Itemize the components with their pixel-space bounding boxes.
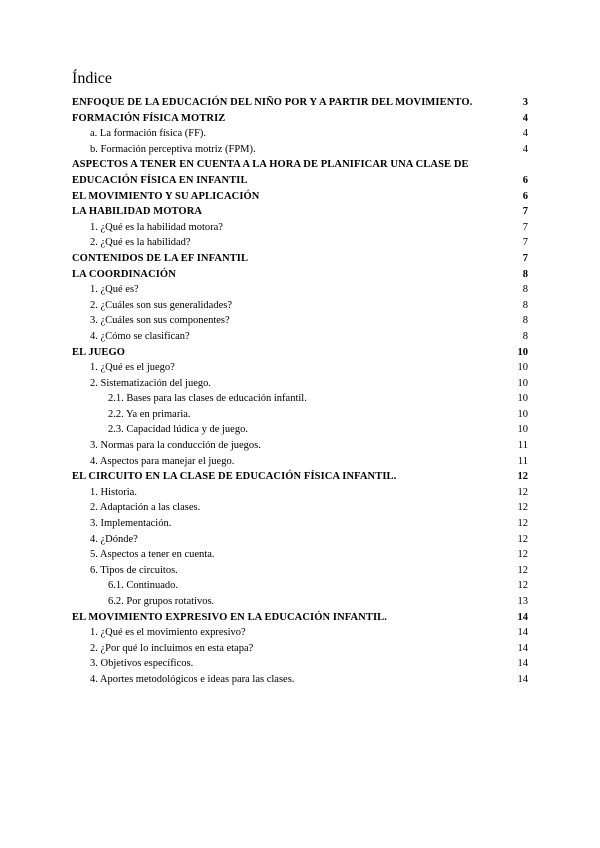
toc-entry[interactable]: [72, 672, 528, 688]
toc-entry-page-number: 12: [517, 580, 528, 592]
toc-entry-label: 2.1. Bases para las clases de educación infantil.: [108, 393, 307, 405]
toc-entry-label: 6.1. Continuado.: [108, 580, 178, 592]
toc-entry-page-number: 10: [517, 424, 528, 436]
toc-entry-page-number: 10: [517, 362, 528, 374]
toc-entry-page-number: 14: [517, 627, 528, 639]
toc-entry[interactable]: [72, 516, 528, 532]
toc-entry-label: 3. ¿Cuáles son sus componentes?: [90, 315, 230, 327]
toc-entry-page-number: 12: [517, 502, 528, 514]
toc-entry[interactable]: [72, 594, 528, 610]
toc-entry[interactable]: [72, 111, 528, 127]
toc-entry[interactable]: [72, 656, 528, 672]
toc-entry-label: 2. Adaptación a las clases.: [90, 502, 201, 514]
toc-entry[interactable]: [72, 95, 528, 111]
toc-entry-label: 1. ¿Qué es el juego?: [90, 362, 175, 374]
toc-entry-page-number: 10: [517, 393, 528, 405]
toc-entry-page-number: 3: [522, 97, 528, 108]
toc-entry-page-number: 12: [517, 486, 528, 498]
toc-entry-label: 2. Sistematización del juego.: [90, 377, 212, 389]
toc-entry-page-number: 7: [522, 252, 528, 264]
toc-entry-page-number: 6: [522, 174, 528, 186]
toc-entry-label: ASPECTOS A TENER EN CUENTA A LA HORA DE PLANIFICAR UNA CLASE DE EDUCACIÓN FÍSICA EN INFANTIL: [72, 159, 469, 186]
toc-entry-page-number: 13: [517, 596, 528, 607]
toc-entry-page-number: 4: [522, 143, 528, 155]
toc-entry[interactable]: [72, 563, 528, 579]
toc-entry-page-number: 10: [517, 377, 528, 389]
toc-entry-page-number: 10: [517, 408, 528, 420]
toc-entry[interactable]: [72, 298, 528, 314]
toc-entry-label: 4. Aspectos para manejar el juego.: [90, 455, 235, 467]
toc-entry-label: 4. ¿Cómo se clasifican?: [90, 330, 190, 342]
toc-entry[interactable]: [72, 532, 528, 548]
toc-entry-label: 4. ¿Dónde?: [90, 533, 138, 545]
toc-entry-label: 5. Aspectos a tener en cuenta.: [90, 549, 215, 561]
toc-entry-label: EL JUEGO: [72, 346, 126, 358]
toc-entry-label: 1. ¿Qué es el movimiento expresivo?: [90, 627, 246, 639]
toc-entry-label: a. La formación física (FF).: [90, 128, 207, 140]
toc-entry[interactable]: [72, 407, 528, 423]
toc-entry-label: EL MOVIMIENTO EXPRESIVO EN LA EDUCACIÓN INFANTIL.: [72, 611, 387, 623]
toc-list: [72, 95, 528, 688]
toc-entry[interactable]: [72, 641, 528, 657]
toc-entry-page-number: 12: [517, 533, 528, 545]
toc-entry-label: 2.3. Capacidad lúdica y de juego.: [108, 424, 248, 436]
toc-title: Índice: [72, 70, 112, 87]
toc-entry[interactable]: [72, 578, 528, 594]
toc-entry[interactable]: [72, 329, 528, 345]
toc-entry-label: 2. ¿Qué es la habilidad?: [90, 237, 191, 249]
toc-entry[interactable]: [72, 376, 528, 392]
toc-entry-page-number: 14: [517, 611, 528, 623]
toc-entry-label: 1. ¿Qué es la habilidad motora?: [90, 221, 223, 233]
toc-entry[interactable]: [72, 204, 528, 220]
toc-entry-label: EL CIRCUITO EN LA CLASE DE EDUCACIÓN FÍSICA INFANTIL.: [72, 471, 397, 483]
toc-entry[interactable]: [72, 313, 528, 329]
toc-entry[interactable]: [72, 438, 528, 454]
toc-entry-label: ENFOQUE DE LA EDUCACIÓN DEL NIÑO POR Y A PARTIR DEL MOVIMIENTO.: [72, 97, 473, 108]
toc-entry[interactable]: [72, 282, 528, 298]
toc-entry-page-number: 6: [522, 190, 528, 202]
toc-entry-label: 4. Aportes metodológicos e ideas para las clases.: [90, 673, 295, 685]
toc-entry[interactable]: [72, 142, 528, 158]
toc-entry-label: EL MOVIMIENTO Y SU APLICACIÓN: [72, 190, 260, 202]
toc-entry-page-number: 8: [522, 284, 528, 296]
toc-entry[interactable]: [72, 345, 528, 361]
toc-entry-label: 2. ¿Cuáles son sus generalidades?: [90, 299, 233, 311]
toc-entry-label: LA COORDINACIÓN: [72, 268, 176, 280]
toc-entry[interactable]: [72, 547, 528, 563]
toc-entry-label: 1. ¿Qué es?: [90, 284, 139, 296]
toc-entry-label: 6. Tipos de circuitos.: [90, 564, 178, 576]
toc-entry-label: 3. Objetivos específicos.: [90, 658, 194, 670]
toc-entry-page-number: 8: [522, 330, 528, 342]
toc-entry-page-number: 12: [517, 549, 528, 561]
toc-entry-page-number: 14: [517, 658, 528, 670]
toc-entry[interactable]: [72, 610, 528, 626]
toc-entry-label: 2.2. Ya en primaria.: [108, 408, 191, 420]
toc-entry-label: 1. Historia.: [90, 486, 137, 498]
toc-entry-label: CONTENIDOS DE LA EF INFANTIL: [72, 252, 249, 264]
toc-entry-page-number: 8: [522, 268, 528, 280]
toc-entry-page-number: 4: [522, 128, 528, 140]
toc-entry-page-number: 12: [517, 518, 528, 530]
toc-entry[interactable]: [72, 126, 528, 142]
toc-entry-label: 3. Normas para la conducción de juegos.: [90, 440, 261, 452]
toc-entry-page-number: 7: [522, 221, 528, 233]
toc-entry[interactable]: [72, 454, 528, 470]
toc-entry[interactable]: [72, 469, 528, 485]
toc-entry-page-number: 7: [522, 206, 528, 218]
toc-entry-label: 2. ¿Por qué lo incluimos en esta etapa?: [90, 642, 254, 654]
toc-entry-page-number: 14: [517, 642, 528, 654]
toc-entry[interactable]: [72, 485, 528, 501]
toc-entry-page-number: 11: [517, 440, 528, 452]
toc-entry[interactable]: [72, 235, 528, 251]
toc-entry[interactable]: [72, 157, 528, 188]
toc-entry[interactable]: [72, 500, 528, 516]
toc-entry-page-number: 8: [522, 299, 528, 311]
toc-entry-page-number: 8: [522, 315, 528, 327]
toc-entry[interactable]: [72, 360, 528, 376]
toc-entry-label: FORMACIÓN FÍSICA MOTRIZ: [72, 112, 226, 124]
toc-entry-page-number: 14: [517, 673, 528, 685]
toc-entry[interactable]: [72, 625, 528, 641]
toc-entry-label: 6.2. Por grupos rotativos.: [108, 596, 215, 607]
toc-entry-page-number: 12: [517, 471, 528, 483]
toc-entry-page-number: 4: [522, 112, 528, 124]
toc-entry[interactable]: [72, 391, 528, 407]
toc-entry-label: LA HABILIDAD MOTORA: [72, 206, 203, 218]
toc-entry[interactable]: [72, 251, 528, 267]
toc-entry[interactable]: [72, 267, 528, 283]
toc-entry-page-number: 7: [522, 237, 528, 249]
toc-entry-label: 3. Implementación.: [90, 518, 172, 530]
toc-entry-page-number: 10: [517, 346, 528, 358]
toc-entry[interactable]: [72, 220, 528, 236]
toc-entry[interactable]: [72, 189, 528, 205]
toc-entry-page-number: 12: [517, 564, 528, 576]
toc-entry-label: b. Formación perceptiva motriz (FPM).: [90, 143, 256, 155]
toc-entry[interactable]: [72, 422, 528, 438]
toc-entry-page-number: 11: [517, 455, 528, 467]
